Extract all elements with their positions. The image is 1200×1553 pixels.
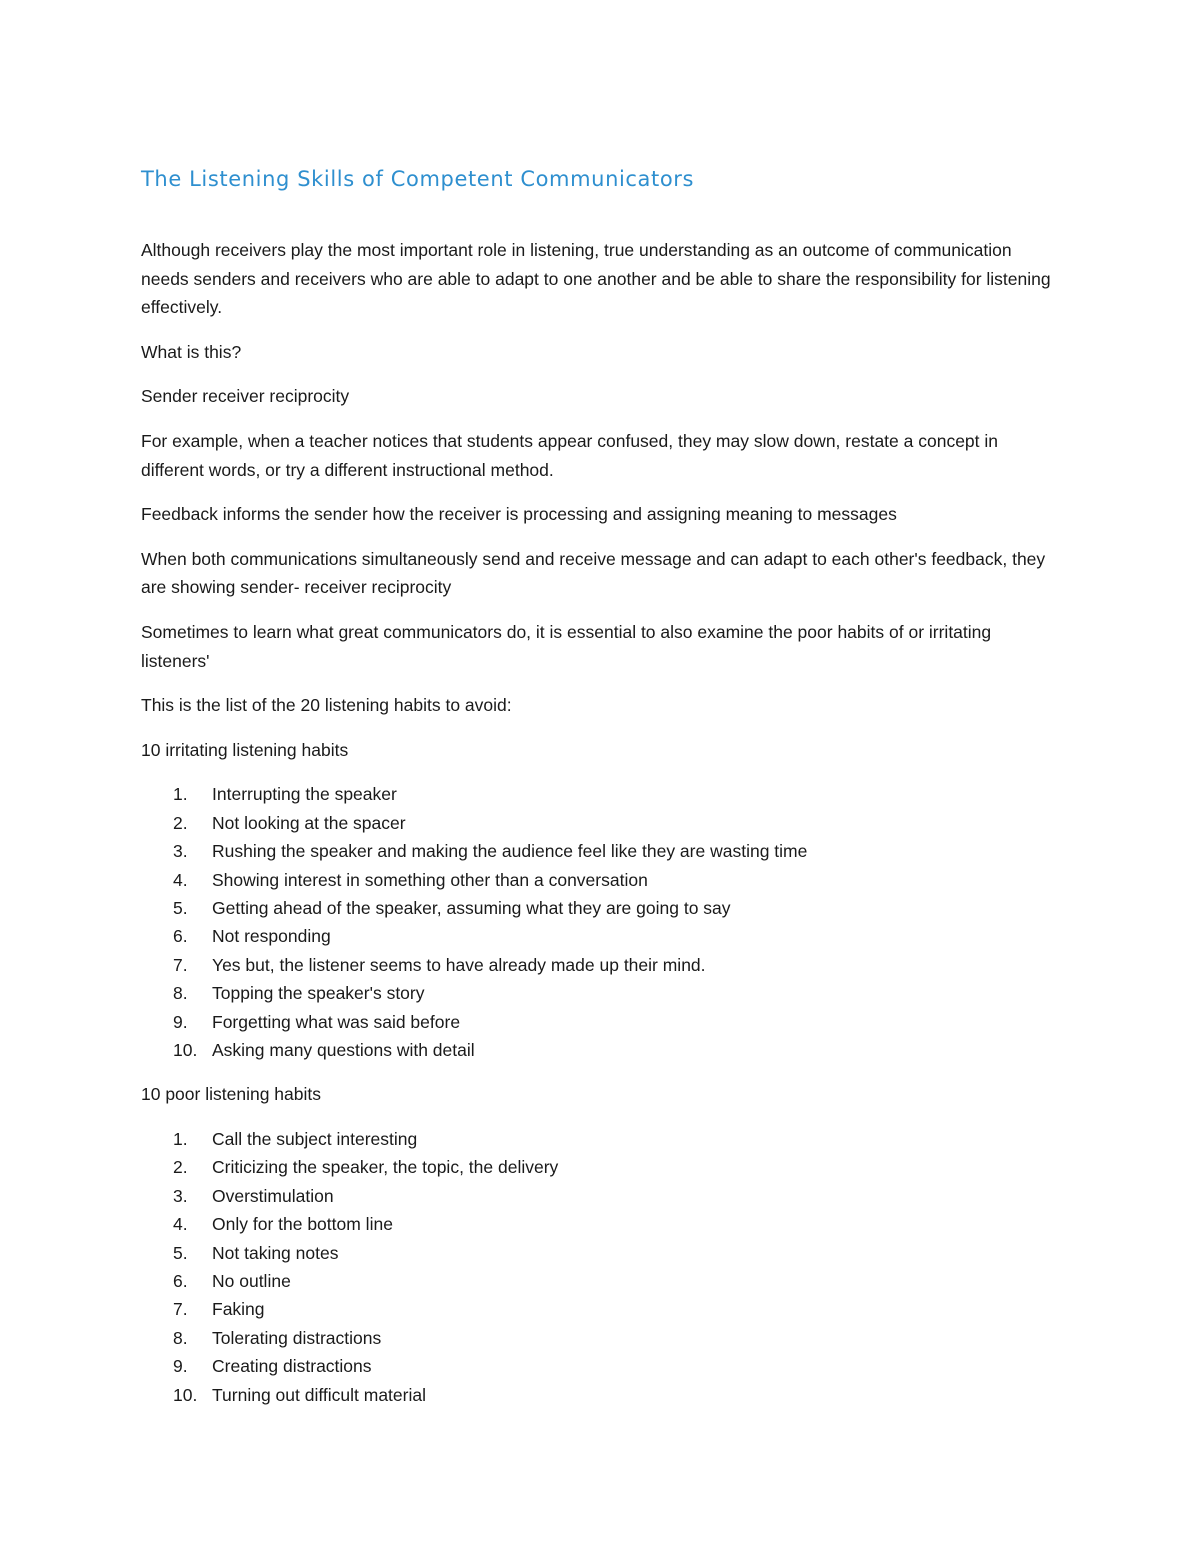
poor-habit-item bbox=[141, 1125, 1061, 1153]
poor-habit-item bbox=[141, 1210, 1061, 1238]
list-item-text: Topping the speaker's story bbox=[212, 983, 425, 1004]
reciprocity-paragraph: When both communications simultaneously send and receive message and can adapt to each other's feedback, they are showing sender- receiver reciprocity bbox=[141, 548, 1046, 598]
irritating-habit-item bbox=[141, 894, 1061, 922]
intro-paragraph: Although receivers play the most important role in listening, true understanding as an outcome of communication needs senders and receivers who are able to adapt to one another and be able to share the responsibility for listening effectively. bbox=[141, 240, 1051, 318]
list-item-text: Only for the bottom line bbox=[212, 1214, 393, 1235]
feedback-paragraph: Feedback informs the sender how the receiver is processing and assigning meaning to messages bbox=[141, 504, 897, 525]
list-item-number: 8. bbox=[173, 1327, 188, 1348]
list-item-number: 5. bbox=[173, 1242, 188, 1263]
list-item-text: Not looking at the spacer bbox=[212, 812, 406, 833]
poor-habit-item bbox=[141, 1153, 1061, 1181]
poor-habits-intro-paragraph: Sometimes to learn what great communicators do, it is essential to also examine the poor habits of or irritating listeners' bbox=[141, 621, 992, 671]
poor-habits-list bbox=[141, 1125, 1061, 1409]
list-item-number: 4. bbox=[173, 869, 188, 890]
list-item-text: Yes but, the listener seems to have already made up their mind. bbox=[212, 954, 706, 975]
list-item-number: 4. bbox=[173, 1214, 188, 1235]
list-item-number: 6. bbox=[173, 926, 188, 947]
list-item-number: 2. bbox=[173, 812, 188, 833]
poor-habit-item bbox=[141, 1352, 1061, 1380]
list-item-text: Showing interest in something other than a conversation bbox=[212, 869, 648, 890]
irritating-habit-item bbox=[141, 979, 1061, 1007]
list-item-text: Criticizing the speaker, the topic, the delivery bbox=[212, 1157, 559, 1178]
list-item-text: Forgetting what was said before bbox=[212, 1011, 461, 1032]
irritating-habit-item bbox=[141, 780, 1061, 808]
poor-habits-heading: 10 poor listening habits bbox=[141, 1084, 321, 1105]
list-item-number: 10. bbox=[173, 1384, 198, 1405]
list-item-number: 9. bbox=[173, 1356, 188, 1377]
irritating-habit-item bbox=[141, 1008, 1061, 1036]
irritating-habit-item bbox=[141, 866, 1061, 894]
list-item-text: Interrupting the speaker bbox=[212, 784, 397, 805]
list-item-number: 1. bbox=[173, 1128, 188, 1149]
poor-habit-item bbox=[141, 1324, 1061, 1352]
document-title: The Listening Skills of Competent Communicators bbox=[141, 167, 695, 191]
list-item-text: Tolerating distractions bbox=[212, 1327, 382, 1348]
example-paragraph: For example, when a teacher notices that students appear confused, they may slow down, restate a concept in different words, or try a different instructional method. bbox=[141, 430, 999, 480]
list-item-text: Getting ahead of the speaker, assuming what they are going to say bbox=[212, 897, 731, 918]
irritating-habits-list bbox=[141, 780, 1061, 1064]
poor-habit-item bbox=[141, 1239, 1061, 1267]
poor-habit-item bbox=[141, 1295, 1061, 1323]
list-item-number: 1. bbox=[173, 784, 188, 805]
list-item-number: 6. bbox=[173, 1271, 188, 1291]
list-item-number: 7. bbox=[173, 1299, 188, 1320]
list-item-text: Not taking notes bbox=[212, 1242, 339, 1263]
list-item-number: 3. bbox=[173, 841, 188, 862]
list-item-text: Call the subject interesting bbox=[212, 1128, 418, 1149]
list-item-text: Not responding bbox=[212, 926, 331, 947]
poor-habit-item bbox=[141, 1381, 1061, 1409]
list-item-text: Turning out difficult material bbox=[212, 1384, 426, 1405]
list-item-number: 5. bbox=[173, 897, 188, 918]
list-item-number: 10. bbox=[173, 1039, 198, 1060]
document-page bbox=[141, 162, 1061, 1409]
list-item-text: Overstimulation bbox=[212, 1185, 334, 1206]
irritating-habit-item bbox=[141, 1036, 1061, 1064]
list-item-text: Faking bbox=[212, 1299, 265, 1320]
irritating-habit-item bbox=[141, 837, 1061, 865]
list-item-number: 7. bbox=[173, 954, 188, 975]
irritating-habit-item bbox=[141, 809, 1061, 837]
list-item-text: Creating distractions bbox=[212, 1356, 372, 1377]
poor-habit-item bbox=[141, 1267, 1061, 1295]
irritating-habits-heading: 10 irritating listening habits bbox=[141, 739, 349, 760]
list-intro-paragraph: This is the list of the 20 listening habits to avoid: bbox=[141, 695, 512, 716]
list-item-text: No outline bbox=[212, 1271, 291, 1291]
list-item-text: Asking many questions with detail bbox=[212, 1039, 475, 1060]
list-item-number: 9. bbox=[173, 1011, 188, 1032]
question-paragraph: What is this? bbox=[141, 341, 242, 362]
list-item-text: Rushing the speaker and making the audience feel like they are wasting time bbox=[212, 841, 808, 862]
poor-habit-item bbox=[141, 1182, 1061, 1210]
list-item-number: 8. bbox=[173, 983, 188, 1004]
answer-paragraph: Sender receiver reciprocity bbox=[141, 386, 350, 407]
irritating-habit-item bbox=[141, 922, 1061, 950]
list-item-number: 2. bbox=[173, 1157, 188, 1178]
list-item-number: 3. bbox=[173, 1185, 188, 1206]
irritating-habit-item bbox=[141, 951, 1061, 979]
